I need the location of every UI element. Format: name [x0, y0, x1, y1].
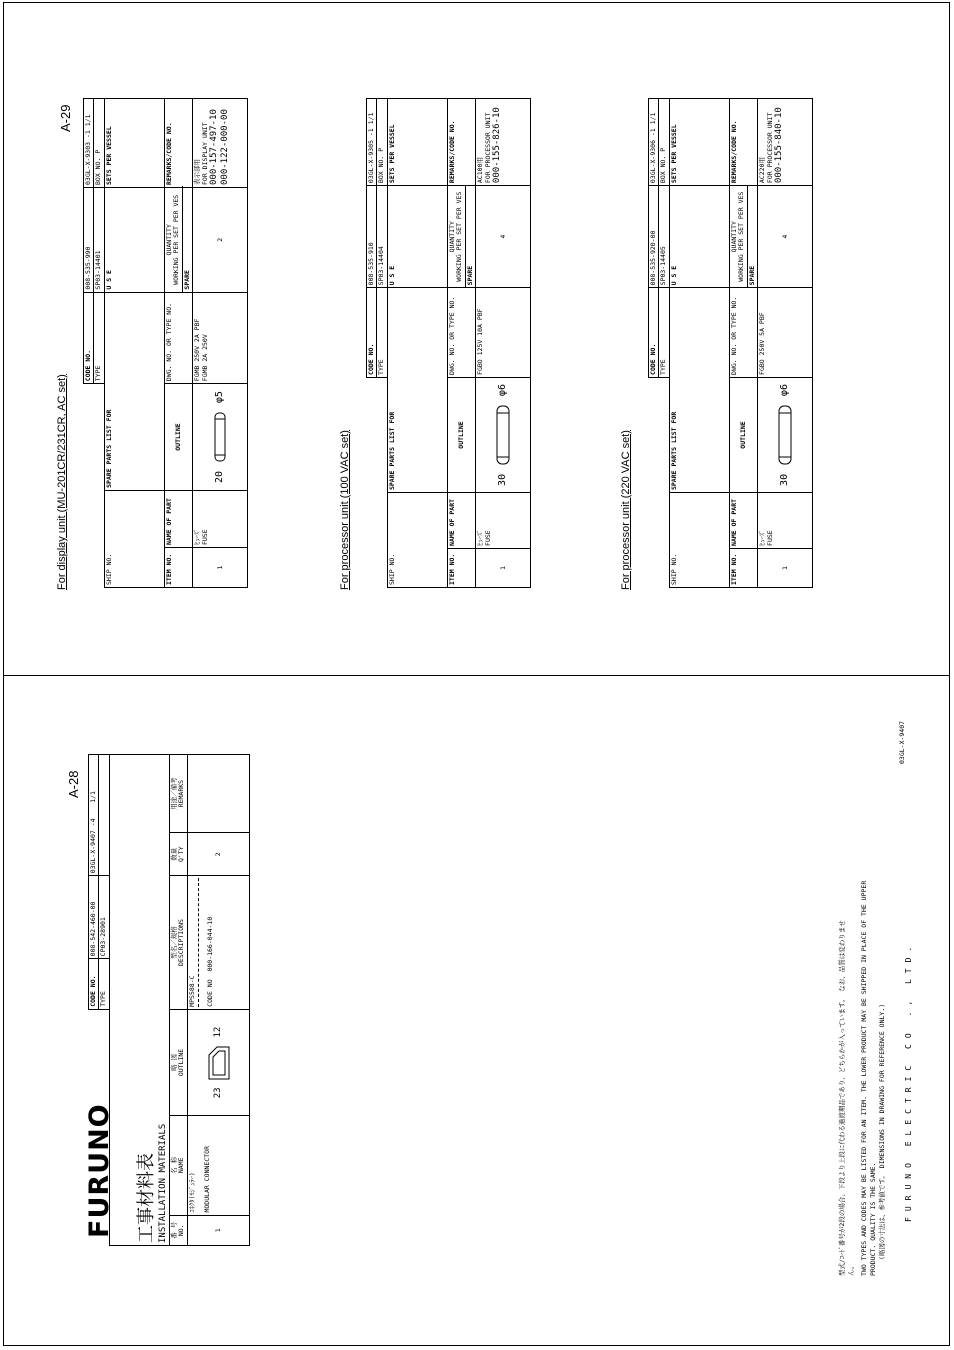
sheet-number: 1/1 — [84, 114, 92, 127]
sheet-number: 1/1 — [89, 791, 97, 803]
remarks-codes: AC220用 FOR PROCESSOR UNIT 000-155-840-10 — [758, 99, 813, 186]
note-line-2: ん。 — [847, 1262, 855, 1276]
item-no-header: ITEM NO. — [729, 548, 757, 587]
box-no-label: BOX NO. — [94, 157, 103, 185]
dwg-no-header: DWG. NO. OR TYPE NO. — [447, 288, 475, 378]
part-name: ﾋｭｰｽﾞ FUSE — [193, 490, 248, 547]
item-number: 1 — [476, 548, 531, 587]
type-numbers: FGBO 250V 5A PBF — [758, 288, 813, 378]
sheet-number: 1/1 — [367, 112, 375, 125]
fuse-icon — [213, 407, 227, 467]
outline-header: OUTLINE — [729, 377, 757, 492]
doc-number: 03GL-X-9305 -1 — [367, 128, 375, 184]
item-number: 1 — [193, 548, 248, 588]
fuse-icon — [495, 400, 511, 470]
item-number: 1 — [187, 1215, 249, 1245]
part-name: ﾋｭｰｽﾞ FUSE — [758, 493, 813, 549]
modular-connector-icon — [203, 1041, 233, 1083]
type-label: TYPE — [99, 959, 109, 1009]
type-value: SP03-14401 — [94, 188, 104, 293]
box-no-value: P — [659, 147, 668, 152]
page-number-a28: A-28 — [66, 770, 81, 798]
no-header: 番 号 NO. — [169, 1215, 187, 1245]
code-no-value: 008-535-910 — [367, 186, 377, 288]
sets-per-vessel-label: SETS PER VESSEL — [104, 99, 164, 188]
remarks-codes: AC100用 FOR PROCESSOR UNIT 000-155-826-10 — [476, 99, 531, 186]
title-english: INSTALLATION MATERIALS — [157, 1123, 168, 1243]
name-of-part-header: NAME OF PART — [729, 493, 757, 549]
code-no-label: CODE NO. — [84, 292, 94, 384]
type-label: TYPE — [94, 292, 104, 384]
item-name: ｺﾈｸﾀ(ﾓｼﾞｭﾗｰ) MODULAR CONNECTOR — [187, 1116, 249, 1215]
list-title: SPARE PARTS LIST FOR — [104, 292, 164, 490]
qty-header: 数量 Q'TY — [169, 833, 187, 876]
remarks-header: REMARKS/CODE NO. — [729, 99, 757, 186]
type-numbers: FGBO 125V 10A PBF — [476, 288, 531, 378]
list-title: SPARE PARTS LIST FOR — [669, 288, 729, 493]
item-qty: 2 — [187, 833, 249, 876]
quantity-header: QUANTITY WORKING PER SET PER VES — [447, 186, 465, 288]
footer-doc-number: 03GL-X-9407 — [898, 720, 906, 764]
ship-no-label: SHIP NO. — [104, 490, 164, 587]
dwg-no-header: DWG. NO. OR TYPE NO. — [729, 288, 757, 378]
page-divider — [3, 675, 950, 676]
spare-parts-table-display — [83, 98, 248, 588]
ship-no-label: SHIP NO. — [387, 493, 447, 588]
spare-header: SPARE — [465, 186, 475, 288]
quantity-header: QUANTITY WORKING PER SET PER VES — [729, 186, 747, 288]
outline-header: 略 図 OUTLINE — [169, 1009, 187, 1115]
sets-per-vessel-label: SETS PER VESSEL — [387, 99, 447, 186]
type-label: TYPE — [377, 288, 387, 378]
note-line-3: TWO TYPES AND CODES MAY BE LISTED FOR AN ITEM. THE LOWER PRODUCT MAY BE SHIPPED IN PLACE OF THE UPPER — [860, 880, 868, 1276]
name-header: 名 称 NAME — [169, 1116, 187, 1215]
doc-number: 03GL-X-9407 -4 — [89, 818, 97, 874]
code-no-label: CODE NO. — [89, 959, 99, 1009]
section-heading-processor-100: For processor unit (100 VAC set) — [339, 430, 351, 590]
note-line-1: 型式/ｺｰﾄﾞ番号が2段の場合、下段より上段に代わる過渡期品であり、どちらかが入っています。 なお、品質は変わりませ — [838, 920, 846, 1276]
type-numbers: FGMB 250V 2A PBF FGMB 2A 250V — [193, 292, 248, 384]
code-label: CODE NO — [206, 979, 215, 1007]
outline-header: OUTLINE — [447, 377, 475, 492]
connector-outline: 23 12 — [187, 1009, 249, 1115]
installation-materials-table — [88, 754, 250, 1246]
name-of-part-header: NAME OF PART — [447, 493, 475, 549]
box-no-value: P — [377, 147, 386, 152]
note-line-5: (略図の寸法は、参考値です。 DIMENSIONS IN DRAWING FOR REFERENCE ONLY.) — [878, 1003, 886, 1260]
quantity-header: QUANTITY WORKING PER SET PER VES — [164, 188, 182, 293]
page-number-a29: A-29 — [58, 104, 73, 132]
doc-number: 03GL-X-9306 -1 — [649, 128, 657, 184]
remarks-header: REMARKS/CODE NO. — [447, 99, 475, 186]
note-line-4: PRODUCT. QUALITY IS THE SAME. — [869, 1162, 877, 1276]
code-no-label: CODE NO. — [367, 288, 377, 378]
furuno-logo: FURUNO — [84, 1103, 115, 1238]
code-no-value: 008-535-920-00 — [649, 186, 659, 288]
box-no-label: BOX NO. — [377, 155, 386, 184]
dwg-no-header: DWG. NO. OR TYPE NO. — [164, 292, 192, 384]
spare-parts-table-processor-100 — [366, 98, 531, 588]
descriptions-header: 型名／規格 DESCRIPTIONS — [169, 876, 187, 1010]
sets-per-vessel-label: SETS PER VESSEL — [669, 99, 729, 186]
section-heading-processor-220: For processor unit (220 VAC set) — [620, 430, 632, 590]
fuse-outline: 20 φ5 — [193, 384, 248, 491]
use-label: U S E — [669, 186, 729, 288]
spare-qty: 2 — [193, 188, 248, 293]
spare-header: SPARE — [182, 188, 192, 293]
outline-header: OUTLINE — [164, 384, 192, 491]
use-label: U S E — [387, 186, 447, 288]
spare-header: SPARE — [747, 186, 757, 288]
item-number: 1 — [758, 548, 813, 587]
title-japanese: 工事材料表 — [135, 1153, 157, 1243]
doc-number: 03GL-X-9303 -1 — [84, 130, 92, 185]
item-no-header: ITEM NO. — [164, 548, 192, 588]
item-code: 000-166-044-10 — [206, 916, 215, 972]
part-name: ﾋｭｰｽﾞ FUSE — [476, 493, 531, 549]
code-no-value: 008-542-460-00 — [89, 876, 99, 959]
use-label: U S E — [104, 188, 164, 293]
fuse-icon — [777, 400, 793, 470]
box-no-value: P — [94, 149, 103, 154]
type-label: TYPE — [659, 288, 669, 378]
spare-qty: 4 — [758, 186, 813, 288]
sheet-number: 1/1 — [649, 112, 657, 125]
name-of-part-header: NAME OF PART — [164, 490, 192, 547]
spare-parts-table-processor-220 — [648, 98, 813, 588]
remarks-codes: 表示部用 FOR DISPLAY UNIT 000-157-497-10 000-122-000-00 — [193, 99, 248, 188]
section-heading-display: For display unit (MU-201CR/231CR, AC set) — [56, 374, 68, 590]
ship-no-label: SHIP NO. — [669, 493, 729, 588]
code-no-label: CODE NO. — [649, 288, 659, 378]
code-no-value: 008-535-990 — [84, 188, 94, 293]
company-name: FURUNO ELECTRIC CO ., LTD. — [904, 940, 913, 1222]
fuse-outline: 30 φ6 — [758, 377, 813, 492]
list-title: SPARE PARTS LIST FOR — [387, 288, 447, 493]
type-value: SP03-14405 — [659, 186, 669, 288]
item-description: MPS588-C CODE NO 000-166-044-10 — [187, 876, 249, 1010]
remarks-header: REMARKS/CODE NO. — [164, 99, 192, 188]
type-value: SP03-14404 — [377, 186, 387, 288]
item-no-header: ITEM NO. — [447, 548, 475, 587]
spare-qty: 4 — [476, 186, 531, 288]
fuse-outline: 30 φ6 — [476, 377, 531, 492]
remarks-header: 用途／備考 REMARKS — [169, 755, 187, 833]
box-no-label: BOX NO. — [659, 155, 668, 184]
type-value: CP03-28901 — [99, 876, 109, 959]
